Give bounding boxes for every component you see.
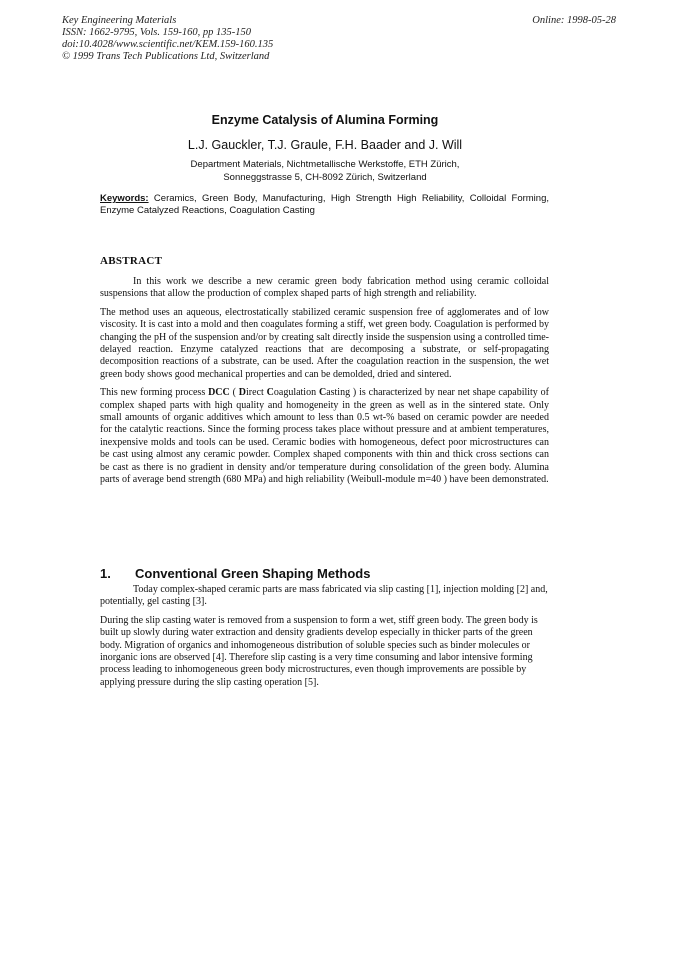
online-date: Online: 1998-05-28 — [532, 15, 616, 26]
abstract-paragraph-1: In this work we describe a new ceramic green body fabrication method using ceramic colloidal suspensions that allow the production of complex shaped parts of high strength and reliability. — [100, 276, 549, 300]
p3-coagulation-c: C — [266, 387, 274, 399]
doi-line: doi:10.4028/www.scientific.net/KEM.159-160.135 — [62, 39, 274, 50]
p3-direct-d: D — [238, 387, 247, 399]
keywords-label: Keywords: — [100, 193, 149, 204]
section-1-paragraph-2: During the slip casting water is removed from a suspension to form a wet, stiff green body. The green body is built up slowly during water extraction and density gradients develop especially in thicker parts of the green body. Migration of organics and inhomogeneous distribution of soluble species such as binder molecules or inorganic ions are observed [4]. Therefore slip casting is a very time consuming and labor intensive forming process leading to inhomogeneous green body microstructures, even though improvements are possible by applying pressure during the slip casting operation [5]. — [100, 614, 538, 688]
p3-text-before: This new forming process — [100, 387, 209, 399]
paper-authors: L.J. Gauckler, T.J. Graule, F.H. Baader and J. Will — [187, 138, 463, 152]
copyright-line: © 1999 Trans Tech Publications Ltd, Switzerland — [62, 51, 270, 62]
section-1-title: Conventional Green Shaping Methods — [135, 566, 371, 581]
issn-line: ISSN: 1662-9795, Vols. 159-160, pp 135-150 — [62, 27, 251, 38]
section-1-body — [100, 584, 549, 695]
paper-title: Enzyme Catalysis of Alumina Forming — [211, 113, 439, 127]
p3-casting-c: C — [318, 387, 327, 399]
abstract-paragraph-3 — [100, 387, 549, 486]
p3-dcc: DCC — [208, 387, 230, 399]
abstract-paragraph-2: The method uses an aqueous, electrostatically stabilized ceramic suspension free of agglomerates and of low viscosity. It is cast into a mold and then coagulates forming a stiff, wet green body. Coagulation is performed by changing the pH of the suspension and/or by creating salt directly inside the suspension using a controlled time-delayed reaction. Enzyme catalyzed reactions that are decomposing a substrate, or self-propagating decomposition reactions of a substrate, can be used. After the coagulation reaction in the suspension, the wet green body shows good mechanical properties and can be demolded, dried and sintered. — [100, 306, 549, 380]
section-1-heading — [100, 566, 370, 581]
p3-direct-rest: irect — [246, 387, 267, 399]
journal-name: Key Engineering Materials — [62, 15, 177, 26]
keywords-text: Ceramics, Green Body, Manufacturing, High Strength High Reliability, Colloidal Forming, Enzyme Catalyzed Reactions, Coagulation Casting — [100, 193, 549, 216]
p3-casting-rest: asting — [326, 387, 351, 399]
section-1-paragraph-1: Today complex-shaped ceramic parts are mass fabricated via slip casting [1], injection molding [2] and, potentially, gel casting [3]. — [100, 584, 548, 608]
section-1-number: 1. — [100, 566, 111, 581]
keywords — [100, 193, 549, 217]
affiliation-line-1: Department Materials, Nichtmetallische Werkstoffe, ETH Zürich, — [190, 159, 460, 170]
p3-coagulation-rest: oagulation — [273, 387, 319, 399]
affiliation-line-2: Sonneggstrasse 5, CH-8092 Zürich, Switzerland — [223, 172, 427, 183]
p3-paren-open: ( — [229, 387, 239, 399]
abstract-heading: ABSTRACT — [100, 255, 163, 267]
journal-header — [62, 15, 618, 63]
abstract-body — [100, 276, 549, 493]
affiliation — [100, 158, 550, 184]
p3-text-after: ) is characterized by near net shape capability of complex shaped parts with high quality and homogeneity in the green as well as in the sintered state. Only small amounts of organic additives which amount to less than 0.5 wt-% based on ceramic powder are needed for the catalytic reactions. Since the forming process takes place without pressure and at ambient temperatures, inexpensive molds and tools can be used. Ceramic bodies with homogeneous, defect poor microstructures can be cast using almost any ceramic powder. Complex shaped components with thin and thick cross sections can be cast as there is no gradient in density and/or temperature during consolidation of the green body. Alumina parts of average bend strength (680 MPa) and high reliability (Weibull-module m=40 ) have been demonstrated. — [100, 387, 549, 486]
